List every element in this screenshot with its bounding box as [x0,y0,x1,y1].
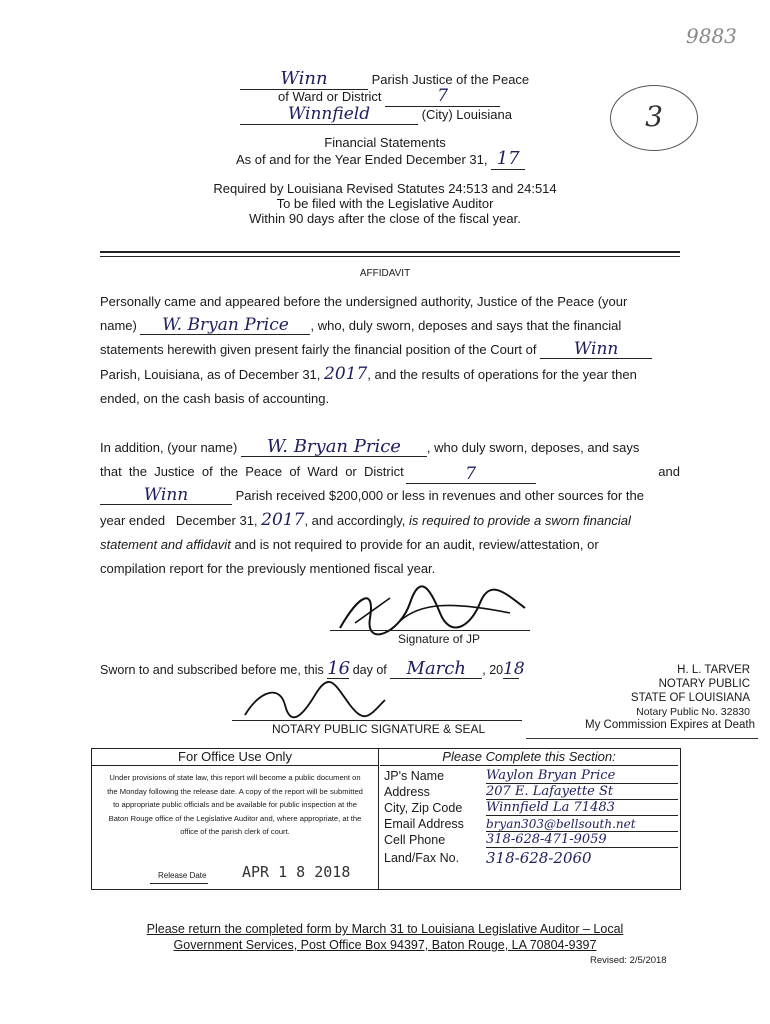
office-box [91,748,681,890]
office-right-title: Please Complete this Section: [380,749,678,766]
contact-field-label: Cell Phone [384,833,446,847]
required-line-3: Within 90 days after the close of the fiscal year. [249,211,521,226]
notary-stamp-line4: Notary Public No. 32830 [636,706,750,718]
sworn-month-value: March [390,660,482,679]
contact-field-list [380,766,678,868]
contact-field-label: Email Address [384,817,464,831]
revised-date: Revised: 2/5/2018 [590,955,667,966]
contact-field-value: Waylon Bryan Price [486,768,678,784]
p2-parish-value: Winn [100,486,232,505]
p1-name-value: W. Bryan Price [140,316,310,335]
header-city-line [240,104,620,125]
p2-line-1-rest: , who duly sworn, deposes, and says [426,440,640,455]
required-line-2: To be filed with the Legislative Auditor [276,196,494,211]
contact-field-label: Land/Fax No. [384,851,460,865]
notary-stamp-line3: STATE OF LOUISIANA [630,692,750,704]
p1-name-label: name) [100,318,137,333]
affidavit-paragraph-1 [100,290,680,411]
contact-field-label: Address [384,785,430,799]
divider-rule-top [100,251,680,253]
p2-line-2 [100,460,680,484]
footer-line-1: Please return the completed form by March 31 to Louisiana Legislative Auditor – Local [146,922,624,936]
notary-signature-scribble [240,680,390,722]
sworn-day-value: 16 [327,658,351,679]
office-left-text: Under provisions of state law, this report will become a public document on the Monday following the release date. A copy of the report will be submitted to appropriate public officials and be available for public inspection at the Baton Rouge office of the Legislative Auditor and, where appropriate, at the office of the parish clerk of court. [107,773,363,836]
p2-line-6: compilation report for the previously mentioned fiscal year. [100,561,436,576]
p2-line-5 [100,533,680,557]
page-number: 3 [645,100,663,133]
required-line-1: Required by Louisiana Revised Statutes 24:513 and 24:514 [213,181,557,196]
p2-ward-value: 7 [406,465,536,484]
p2-date-label: year ended December 31, [100,513,258,528]
sworn-year-value: 18 [503,659,525,679]
header-city-label: (City) Louisiana [421,107,512,122]
statements-title: Financial Statements [324,135,446,150]
p2-parish-rest: Parish received $200,000 or less in revenues and other sources for the [235,488,644,503]
notary-signature-line [232,720,522,721]
p1-court-value: Winn [540,340,652,359]
notary-stamp-line5: My Commission Expires at Death [585,719,755,731]
p1-line-2 [100,314,680,338]
office-left-panel [92,749,379,889]
contact-field-value: bryan303@bellsouth.net [486,816,678,832]
header-parish-label: Parish Justice of the Peace [371,72,530,87]
contact-field-value: 318-628-471-9059 [486,832,678,848]
file-number-note: 9883 [686,24,737,48]
p2-line-3 [100,484,680,508]
p2-year-value: 2017 [261,510,305,530]
p1-date-label: Parish, Louisiana, as of December 31, [100,367,321,382]
contact-field [380,816,678,832]
contact-field-value: Winnfield La 71483 [486,800,678,816]
contact-field-value: 207 E. Lafayette St [486,784,678,800]
p1-year-value: 2017 [324,364,368,384]
sworn-label: Sworn to and subscribed before me, this [100,663,324,677]
page-number-circle [610,85,698,151]
p2-statement-italic: statement and affidavit [100,537,231,552]
header-city-value: Winnfield [240,104,418,125]
year-line [236,148,596,170]
p1-line-3 [100,338,680,362]
jp-signature-label: Signature of JP [398,632,481,646]
jp-signature-line [330,630,530,631]
p2-line-4 [100,508,680,533]
sworn-line [100,658,525,679]
contact-field-label: City, Zip Code [384,801,463,815]
sworn-year-prefix: , 20 [482,663,504,677]
release-date-label: Release Date [158,871,207,880]
year-value: 17 [491,148,525,170]
sworn-day-of: day of [352,663,387,677]
p2-line-1 [100,436,680,460]
p2-accordingly: , and accordingly, [304,513,406,528]
notary-signature-label: NOTARY PUBLIC SIGNATURE & SEAL [272,722,486,736]
contact-field [380,784,678,800]
divider-rule-bottom [100,256,680,257]
contact-field [380,800,678,816]
office-right-panel [380,749,678,889]
p2-required-italic: is required to provide a sworn financial [409,513,631,528]
contact-field [380,848,678,868]
affidavit-title: AFFIDAVIT [359,268,411,279]
p1-court-label: statements herewith given present fairly the financial position of the Court of [100,342,537,357]
p2-line-5-rest: and is not required to provide for an audit, review/attestation, or [234,537,599,552]
contact-field [380,832,678,848]
contact-field-label: JP's Name [384,769,445,783]
footer-line-2: Government Services, Post Office Box 94397, Baton Rouge, LA 70804-9397 [173,938,597,952]
p1-line-2-rest: , who, duly sworn, deposes and says that the financial [310,318,622,333]
contact-field-value: 318-628-2060 [486,849,592,867]
year-label: As of and for the Year Ended December 31, [236,152,488,167]
office-left-title: For Office Use Only [92,749,378,766]
notary-stamp-line2: NOTARY PUBLIC [658,678,750,690]
release-date-stamp: APR 1 8 2018 [242,863,351,881]
p2-name-value: W. Bryan Price [241,438,427,457]
p2-ward-label: that the Justice of the Peace of Ward or District [100,464,404,479]
p1-line-4 [100,362,680,387]
affidavit-paragraph-2 [100,436,680,581]
p1-line-5: ended, on the cash basis of accounting. [100,391,330,406]
p2-and: and [658,464,680,479]
header-ward-value: 7 [385,86,500,107]
p2-name-label: In addition, (your name) [100,440,238,455]
header-ward-label: of Ward or District [278,89,382,104]
contact-field [380,768,678,784]
notary-stamp-text [600,663,750,719]
p1-line-4-rest: , and the results of operations for the year then [367,367,637,382]
p1-line-1: Personally came and appeared before the undersigned authority, Justice of the Peace (your [100,294,628,309]
notary-stamp-line1: H. L. TARVER [677,664,750,676]
release-date-underline [150,883,208,884]
header-parish-value: Winn [240,68,368,90]
